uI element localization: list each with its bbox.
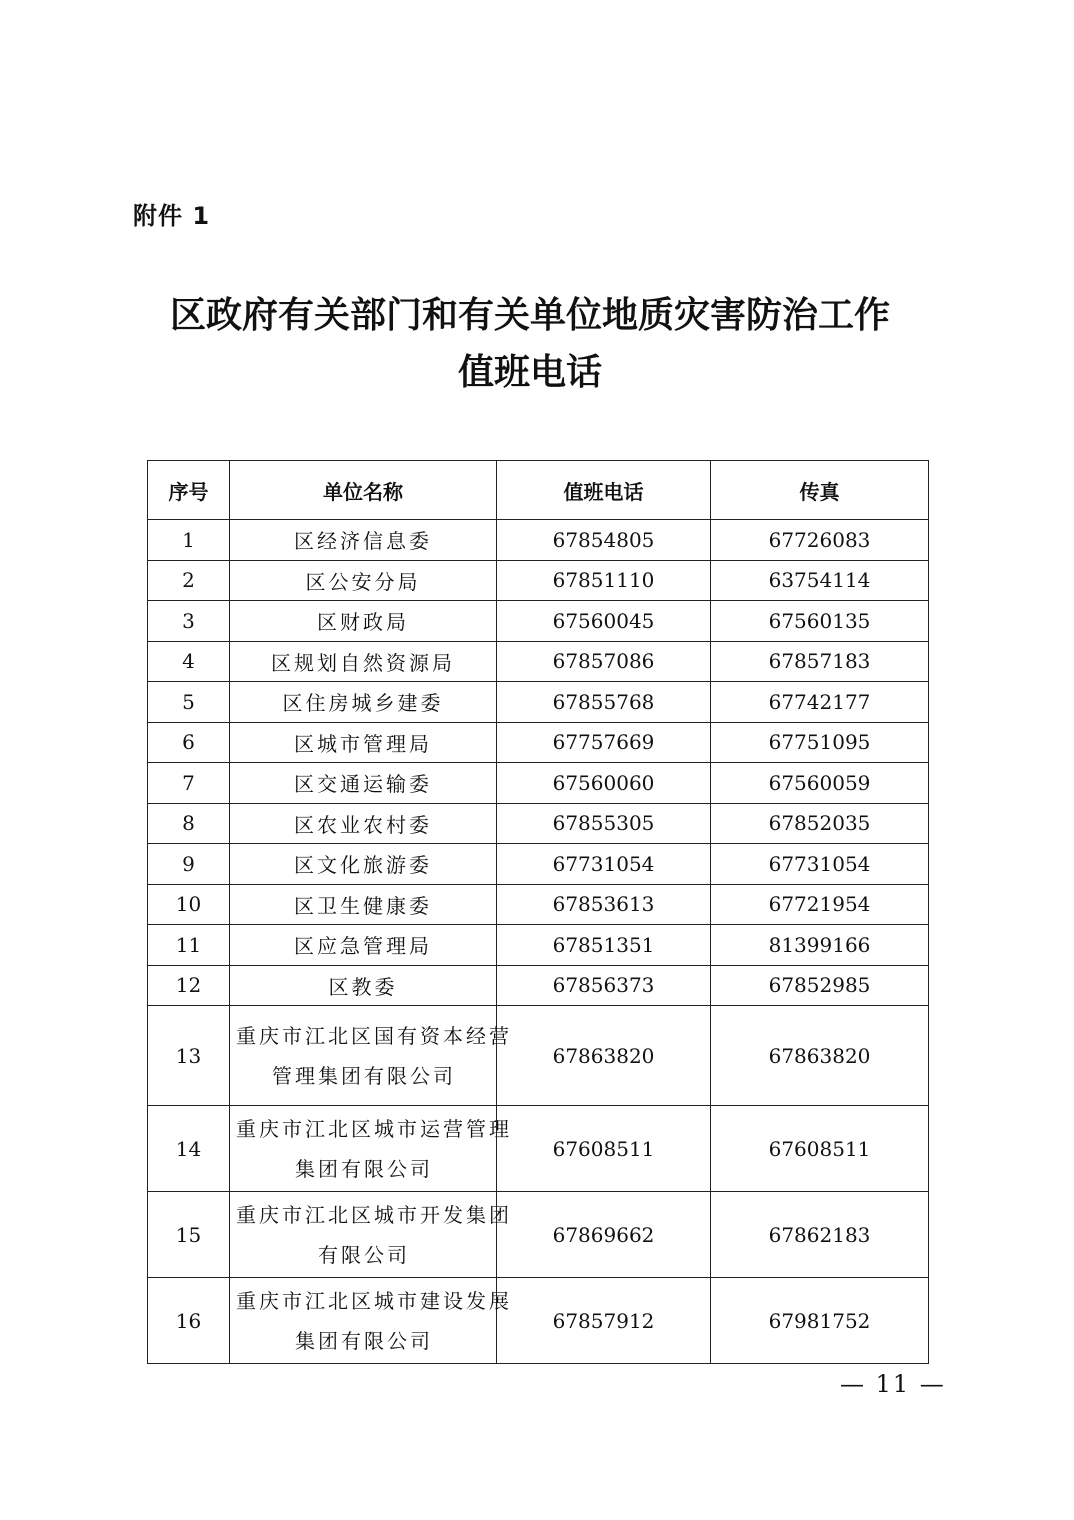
table-row (148, 641, 929, 682)
table-row (148, 965, 929, 1006)
row-fax: 67751095 (711, 722, 929, 763)
unit-name-line-1: 重庆市江北区城市建设发展 (236, 1288, 512, 1313)
row-unit-name: 区城市管理局 (230, 722, 497, 763)
unit-name-line-2: 管理集团有限公司 (272, 1063, 456, 1088)
table-row (148, 1192, 929, 1278)
row-unit-name (230, 1278, 512, 1364)
row-duty-phone: 67863820 (497, 1006, 711, 1106)
row-duty-phone: 67856373 (497, 965, 711, 1006)
row-unit-name: 区财政局 (230, 601, 497, 642)
row-duty-phone: 67853613 (497, 884, 711, 925)
row-fax: 67852035 (711, 803, 929, 844)
row-serial-number: 3 (148, 601, 230, 642)
row-fax: 67726083 (711, 520, 929, 561)
page-title-line-1: 区政府有关部门和有关单位地质灾害防治工作 (169, 295, 890, 336)
row-unit-name (230, 1192, 512, 1278)
row-fax: 67862183 (711, 1192, 929, 1278)
table-row (148, 763, 929, 804)
table-row (148, 1278, 929, 1364)
row-fax: 67981752 (711, 1278, 929, 1364)
table-row (148, 1106, 929, 1192)
row-unit-name: 区公安分局 (230, 560, 497, 601)
row-unit-name (230, 1006, 512, 1106)
unit-name-line-1: 重庆市江北区城市运营管理 (236, 1116, 512, 1141)
row-serial-number: 4 (148, 641, 230, 682)
page-title-line-2: 值班电话 (457, 352, 602, 393)
row-unit-name: 区文化旅游委 (230, 844, 497, 885)
row-serial-number: 7 (148, 763, 230, 804)
row-duty-phone: 67854805 (497, 520, 711, 561)
row-fax: 67560135 (711, 601, 929, 642)
unit-name-line-2: 集团有限公司 (295, 1328, 433, 1353)
row-fax: 67731054 (711, 844, 929, 885)
table-row (148, 722, 929, 763)
table-row (148, 925, 929, 966)
table-row (148, 884, 929, 925)
row-duty-phone: 67757669 (497, 722, 711, 763)
table-row (148, 601, 929, 642)
row-fax: 67742177 (711, 682, 929, 723)
row-serial-number: 14 (148, 1106, 230, 1192)
row-duty-phone: 67857912 (497, 1278, 711, 1364)
row-duty-phone: 67851351 (497, 925, 711, 966)
row-serial-number: 2 (148, 560, 230, 601)
row-serial-number: 6 (148, 722, 230, 763)
row-fax: 67857183 (711, 641, 929, 682)
row-serial-number: 11 (148, 925, 230, 966)
row-serial-number: 13 (148, 1006, 230, 1106)
row-serial-number: 8 (148, 803, 230, 844)
row-unit-name: 区规划自然资源局 (230, 641, 497, 682)
unit-name-line-1: 重庆市江北区城市开发集团 (236, 1202, 512, 1227)
table-row (148, 803, 929, 844)
row-unit-name: 区农业农村委 (230, 803, 497, 844)
row-serial-number: 1 (148, 520, 230, 561)
row-unit-name: 区应急管理局 (230, 925, 497, 966)
row-fax: 81399166 (711, 925, 929, 966)
table-header-row (148, 461, 929, 520)
row-fax: 67852985 (711, 965, 929, 1006)
unit-name-line-2: 集团有限公司 (295, 1156, 433, 1181)
row-duty-phone: 67731054 (497, 844, 711, 885)
row-unit-name: 区教委 (230, 965, 497, 1006)
row-fax: 67863820 (711, 1006, 929, 1106)
row-unit-name: 区经济信息委 (230, 520, 497, 561)
row-fax: 67608511 (711, 1106, 929, 1192)
row-serial-number: 10 (148, 884, 230, 925)
row-serial-number: 9 (148, 844, 230, 885)
row-unit-name (230, 1106, 512, 1192)
unit-name-line-1: 重庆市江北区国有资本经营 (236, 1023, 512, 1048)
row-fax: 67721954 (711, 884, 929, 925)
row-duty-phone: 67560045 (497, 601, 711, 642)
row-fax: 67560059 (711, 763, 929, 804)
row-duty-phone: 67608511 (497, 1106, 711, 1192)
header-unit-name: 单位名称 (230, 461, 497, 520)
row-serial-number: 12 (148, 965, 230, 1006)
table-row (148, 844, 929, 885)
row-unit-name: 区住房城乡建委 (230, 682, 497, 723)
page-number: — 11 — (840, 1370, 946, 1398)
attachment-label: 附件 1 (133, 202, 211, 230)
row-serial-number: 5 (148, 682, 230, 723)
table-row (148, 520, 929, 561)
unit-name-line-2: 有限公司 (318, 1242, 410, 1267)
row-unit-name: 区交通运输委 (230, 763, 497, 804)
row-fax: 63754114 (711, 560, 929, 601)
table-row (148, 560, 929, 601)
header-fax: 传真 (711, 461, 929, 520)
header-serial-number: 序号 (148, 461, 230, 520)
table-row (148, 1006, 929, 1106)
row-serial-number: 15 (148, 1192, 230, 1278)
row-duty-phone: 67851110 (497, 560, 711, 601)
duty-phone-table (147, 460, 929, 1364)
table-row (148, 682, 929, 723)
row-duty-phone: 67855768 (497, 682, 711, 723)
row-duty-phone: 67857086 (497, 641, 711, 682)
header-duty-phone: 值班电话 (497, 461, 711, 520)
row-duty-phone: 67869662 (497, 1192, 711, 1278)
row-serial-number: 16 (148, 1278, 230, 1364)
row-duty-phone: 67855305 (497, 803, 711, 844)
row-unit-name: 区卫生健康委 (230, 884, 497, 925)
row-duty-phone: 67560060 (497, 763, 711, 804)
